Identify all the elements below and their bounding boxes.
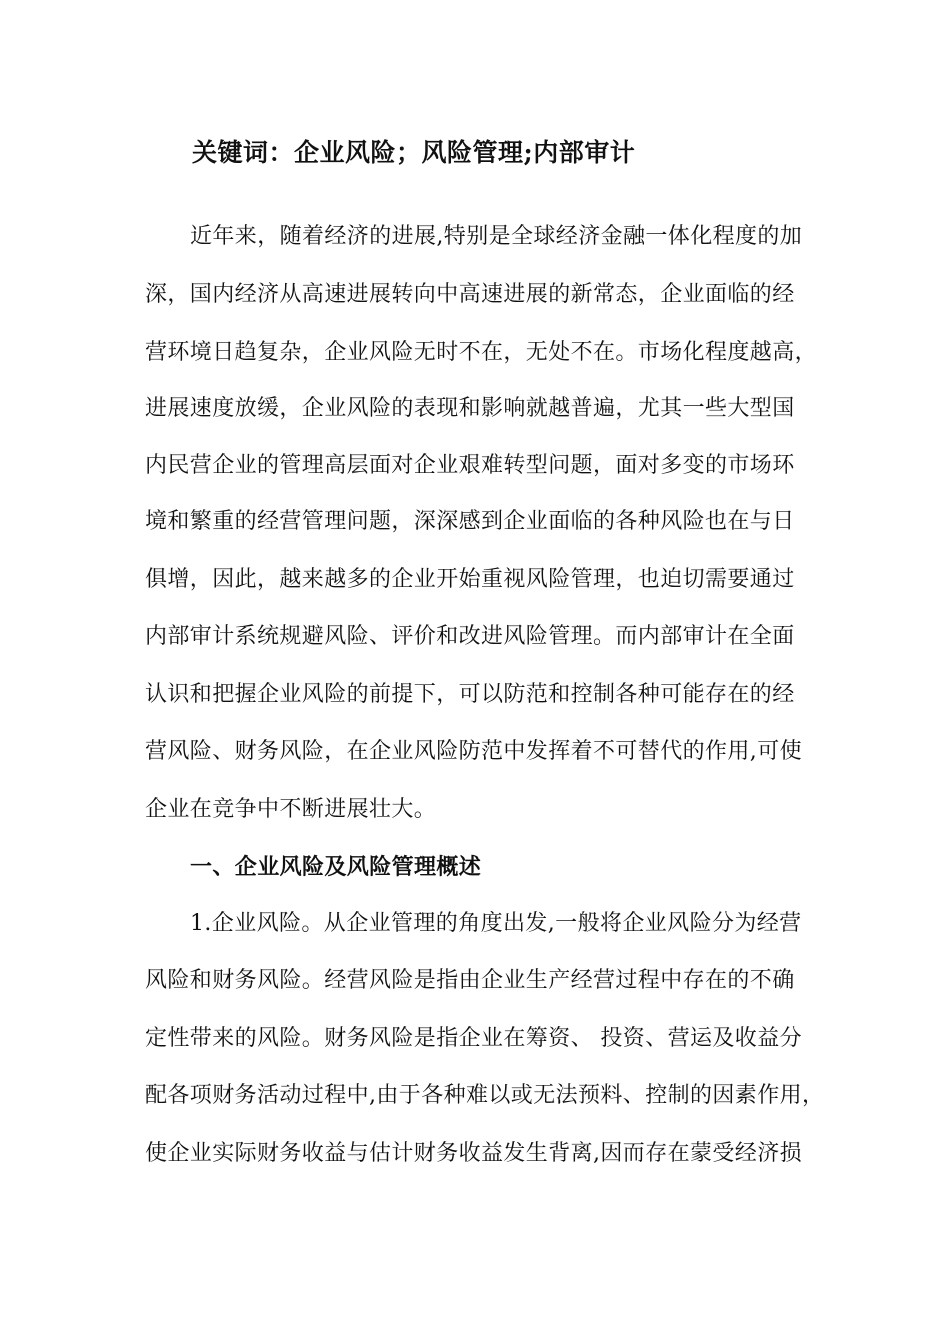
paragraph-line: 内部审计系统规避风险、评价和改进风险管理。而内部审计在全面 — [145, 624, 795, 649]
paragraph-line: 营环境日趋复杂，企业风险无时不在，无处不在。市场化程度越高， — [145, 340, 818, 365]
section-heading: 一、企业风险及风险管理概述 — [190, 854, 482, 880]
paragraph-line: 风险和财务风险。经营风险是指由企业生产经营过程中存在的不确 — [145, 968, 795, 993]
paragraph-line: 1.企业风险。从企业管理的角度出发,一般将企业风险分为经营 — [190, 911, 802, 936]
keywords-line: 关键词：企业风险；风险管理;内部审计 — [192, 138, 636, 167]
paragraph-line: 深，国内经济从高速进展转向中高速进展的新常态，企业面临的经 — [145, 282, 795, 307]
paragraph-line: 境和繁重的经营管理问题，深深感到企业面临的各种风险也在与日 — [145, 509, 795, 534]
paragraph-line: 配各项财务活动过程中,由于各种难以或无法预料、控制的因素作用， — [145, 1083, 825, 1108]
paragraph-line: 近年来，随着经济的进展,特别是全球经济金融一体化程度的加 — [190, 224, 803, 249]
paragraph-line: 定性带来的风险。财务风险是指企业在筹资、 投资、营运及收益分 — [145, 1026, 802, 1051]
paragraph-line: 营风险、财务风险，在企业风险防范中发挥着不可替代的作用,可使 — [145, 739, 802, 764]
paragraph-line: 企业在竞争中不断进展壮大。 — [145, 797, 437, 822]
paragraph-line: 进展速度放缓，企业风险的表现和影响就越普遍，尤其一些大型国 — [145, 396, 795, 421]
paragraph-line: 俱增，因此，越来越多的企业开始重视风险管理，也迫切需要通过 — [145, 567, 795, 592]
paragraph-line: 使企业实际财务收益与估计财务收益发生背离,因而存在蒙受经济损 — [145, 1141, 802, 1166]
paragraph-line: 认识和把握企业风险的前提下，可以防范和控制各种可能存在的经 — [145, 682, 795, 707]
paragraph-line: 内民营企业的管理高层面对企业艰难转型问题，面对多变的市场环 — [145, 453, 795, 478]
